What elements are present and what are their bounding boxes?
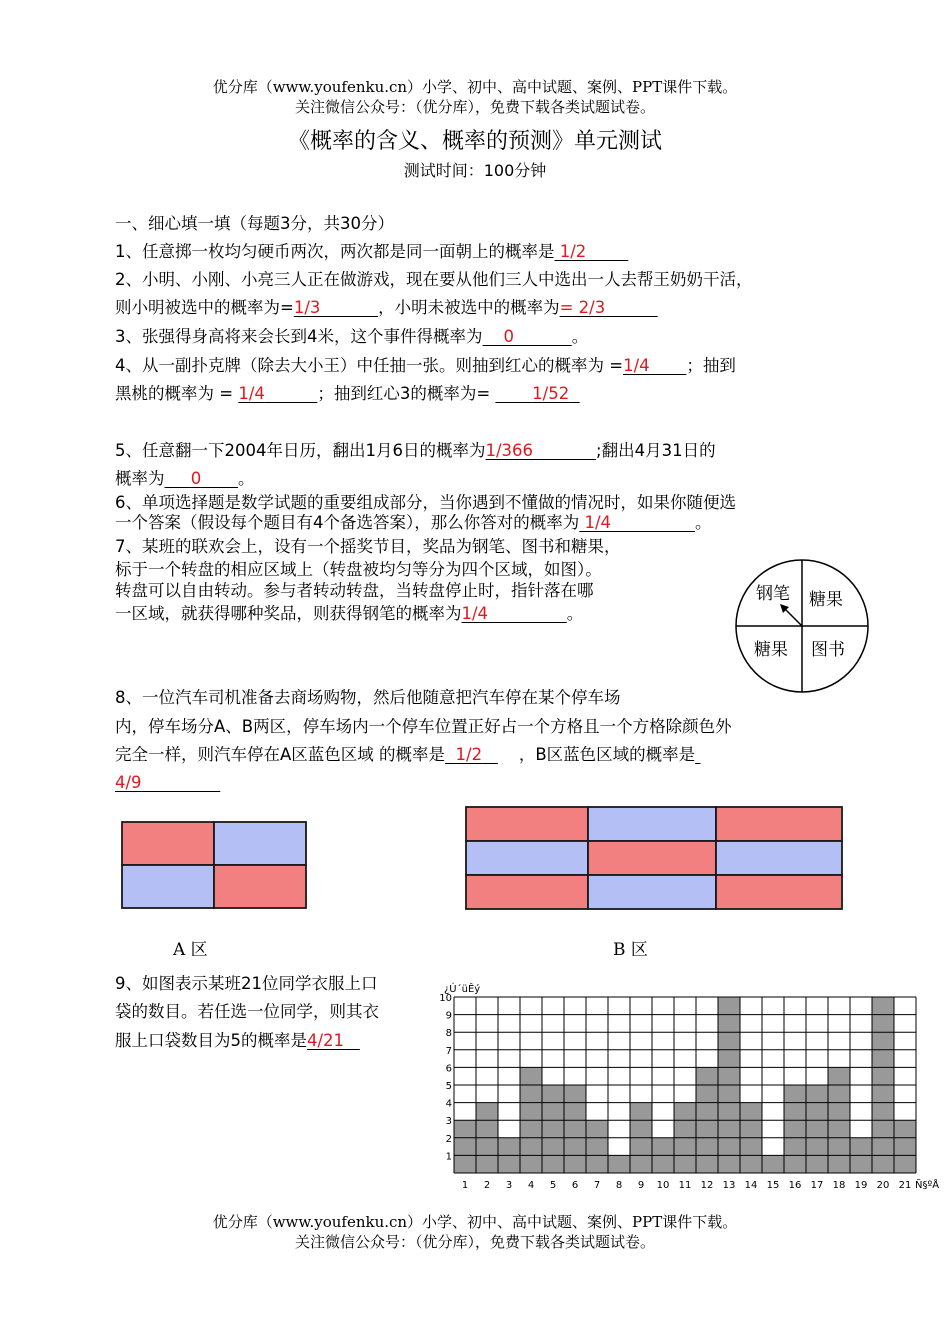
prize-spinner	[732, 556, 872, 696]
q5-text-a: 5、任意翻一下2004年日历，翻出1月6日的概率为	[115, 441, 486, 460]
q8-text-b: ，B区蓝色区域的概率是	[518, 745, 696, 764]
q4-text-b: 黑桃的概率为 =	[115, 384, 239, 403]
q4-answer-b: 1/4	[238, 384, 265, 403]
q2-text-a: 则小明被选中的概率为=	[115, 298, 294, 317]
x-tick-label: 13	[722, 1180, 736, 1191]
question-7-line-4	[115, 603, 583, 625]
x-tick-label: 18	[832, 1180, 846, 1191]
bar-student-1	[454, 1120, 476, 1173]
zone-b-cell-0-2-red	[716, 807, 842, 841]
q4-answer-a: 1/4	[623, 356, 650, 375]
x-tick-label: 8	[615, 1180, 623, 1191]
header-line-1: 优分库（www.youfenku.cn）小学、初中、高中试题、案例、PPT课件下载。	[212, 78, 738, 96]
q7-text: 一区域，就获得哪种奖品，则获得钢笔的概率为	[115, 604, 462, 623]
zone-a-cell-0-0-red	[122, 822, 214, 865]
section-heading: 一、细心填一填（每题3分，共30分）	[115, 214, 394, 233]
bar-student-6	[564, 1085, 586, 1173]
x-tick-label: 9	[637, 1180, 645, 1191]
question-6-line-1: 6、单项选择题是数学试题的重要组成部分，当你遇到不懂做的情况时，如果你随便选	[115, 493, 736, 512]
bar-student-21	[894, 1120, 916, 1173]
footer-line-1: 优分库（www.youfenku.cn）小学、初中、高中试题、案例、PPT课件下载。	[212, 1213, 738, 1231]
zone-b-cell-1-1-red	[588, 841, 716, 875]
x-tick-label: 5	[549, 1180, 557, 1191]
q8-answer-b: 4/9	[115, 773, 142, 792]
q6-end: 。	[694, 513, 712, 532]
y-tick-label: 8	[445, 1028, 452, 1040]
x-tick-label: 4	[527, 1180, 535, 1191]
bar-student-15	[762, 1155, 784, 1173]
zone-a-cell-1-0-blue	[122, 865, 214, 908]
q3-end: 。	[571, 327, 589, 346]
q1-answer: 1/2	[559, 242, 587, 261]
q8-text-a: 完全一样，则汽车停在A区蓝色区域 的概率是	[115, 745, 446, 764]
page-title: 《概率的含义、概率的预测》单元测试	[287, 129, 662, 154]
question-4-line-2	[115, 383, 580, 405]
x-tick-label: 10	[656, 1180, 670, 1191]
q7-answer: 1/4	[461, 604, 489, 623]
q2-answer-a: 1/3	[293, 298, 321, 317]
question-6-line-2	[115, 512, 711, 534]
y-tick-label: 2	[445, 1133, 452, 1145]
x-tick-label: 14	[744, 1180, 758, 1191]
q5-answer-b: 0	[190, 469, 202, 488]
q6-text: 一个答案（假设每个题目有4个备选答案），那么你答对的概率为	[115, 513, 580, 532]
q2-answer-b: = 2/3	[559, 298, 606, 317]
question-1	[115, 241, 628, 263]
zone-a-cell-0-1-blue	[214, 822, 306, 865]
chart-x-axis-label: Ñ§ºÅ	[915, 1180, 940, 1191]
q4-text-c: ；抽到红心3的概率为=	[317, 384, 496, 403]
page-subtitle: 测试时间：100分钟	[403, 161, 547, 180]
zone-b-label: B 区	[613, 940, 648, 960]
zone-a-label: A 区	[173, 940, 208, 960]
y-tick-label: 6	[445, 1063, 452, 1075]
spinner-label-candy-2: 糖果	[754, 640, 788, 660]
q4-answer-c: 1/52	[532, 384, 570, 403]
question-8-line-4	[115, 772, 220, 794]
question-8-line-3	[115, 744, 700, 766]
question-9-line-3	[115, 1030, 360, 1052]
question-9-line-1: 9、如图表示某班21位同学衣服上口	[115, 974, 378, 993]
pocket-count-chart	[438, 980, 940, 1198]
bar-student-7	[586, 1120, 608, 1173]
zone-b-cell-1-0-blue	[466, 841, 588, 875]
q9-answer: 4/21	[307, 1031, 345, 1050]
x-tick-label: 17	[810, 1180, 824, 1191]
bar-student-17	[806, 1085, 828, 1173]
question-7-line-3: 转盘可以自由转动。参与者转动转盘，当转盘停止时，指针落在哪	[115, 581, 594, 600]
q5-answer-a: 1/366	[485, 441, 534, 460]
x-tick-label: 21	[898, 1180, 912, 1191]
spinner-label-candy-1: 糖果	[809, 590, 843, 610]
q5-text-b: 概率为	[115, 469, 165, 488]
y-tick-label: 5	[445, 1081, 452, 1092]
zone-b-cell-0-0-red	[466, 807, 588, 841]
spinner-label-book: 图书	[811, 640, 845, 660]
y-tick-label: 4	[445, 1098, 452, 1110]
zone-b-cell-0-1-blue	[588, 807, 716, 841]
question-2-line-2	[115, 297, 658, 319]
x-tick-label: 2	[483, 1180, 491, 1191]
x-tick-label: 16	[788, 1180, 802, 1191]
question-8-line-2: 内，停车场分A、B两区，停车场内一个停车位置正好占一个方格且一个方格除颜色外	[115, 717, 732, 736]
question-5-line-2	[115, 468, 254, 490]
footer-line-2: 关注微信公众号：（优分库），免费下载各类试题试卷。	[294, 1233, 655, 1251]
spinner-label-pen: 钢笔	[756, 584, 790, 604]
q6-answer: 1/4	[584, 513, 612, 532]
zone-b-cell-1-2-blue	[716, 841, 842, 875]
q9-text: 服上口袋数目为5的概率是	[115, 1031, 307, 1050]
question-3	[115, 326, 588, 348]
q2-text-b: ，小明未被选中的概率为	[378, 298, 560, 317]
question-9-line-2: 袋的数目。若任选一位同学，则其衣	[115, 1002, 379, 1021]
zone-a-cell-1-1-red	[214, 865, 306, 908]
x-tick-label: 19	[854, 1180, 868, 1191]
chart-y-axis-label: ¿Ú´üÊý	[444, 984, 481, 995]
x-tick-label: 15	[766, 1180, 780, 1191]
question-5-line-1	[115, 440, 716, 462]
q5-text-a2: ;翻出4月31日的	[596, 441, 716, 460]
question-8-line-1: 8、一位汽车司机准备去商场购物，然后他随意把汽车停在某个停车场	[115, 688, 621, 707]
y-tick-label: 9	[445, 1010, 452, 1022]
parking-zone-b	[465, 806, 845, 910]
q3-answer: 0	[503, 327, 514, 346]
question-4-line-1	[115, 355, 736, 377]
zone-b-cell-2-1-blue	[588, 875, 716, 909]
y-tick-label: 3	[445, 1116, 452, 1128]
q4-text-a: 4、从一副扑克牌（除去大小王）中任抽一张。则抽到红心的概率为 =	[115, 356, 624, 375]
parking-zone-a	[121, 821, 307, 911]
q7-end: 。	[566, 604, 584, 623]
x-tick-label: 1	[461, 1180, 469, 1191]
y-tick-label: 1	[445, 1151, 452, 1163]
bar-student-5	[542, 1085, 564, 1173]
question-2-line-1: 2、小明、小刚、小亮三人正在做游戏，现在要从他们三人中选出一人去帮王奶奶干活，	[115, 270, 753, 289]
bar-student-8	[608, 1155, 630, 1173]
q8-answer-a: 1/2	[455, 745, 483, 764]
zone-b-cell-2-2-red	[716, 875, 842, 909]
header-line-2: 关注微信公众号：（优分库），免费下载各类试题试卷。	[294, 98, 655, 116]
zone-b-cell-2-0-red	[466, 875, 588, 909]
q3-text: 3、张强得身高将来会长到4米，这个事件得概率为	[115, 327, 483, 346]
q4-text-a2: ；抽到	[686, 356, 736, 375]
question-7-line-2: 标于一个转盘的相应区域上（转盘被均匀等分为四个区域，如图）。	[115, 560, 602, 579]
x-tick-label: 6	[571, 1180, 579, 1191]
x-tick-label: 20	[876, 1180, 890, 1191]
y-tick-label: 7	[445, 1045, 452, 1057]
question-7-line-1: 7、某班的联欢会上，设有一个摇奖节目，奖品为钢笔、图书和糖果，	[115, 537, 621, 556]
x-tick-label: 7	[593, 1180, 601, 1191]
x-tick-label: 3	[505, 1180, 513, 1191]
x-tick-label: 11	[678, 1180, 692, 1191]
q5-end: 。	[237, 469, 255, 488]
q1-text: 1、任意掷一枚均匀硬币两次，两次都是同一面朝上的概率是	[115, 242, 555, 261]
x-tick-label: 12	[700, 1180, 714, 1191]
y-tick-label: 10	[439, 993, 452, 1004]
bar-student-16	[784, 1085, 806, 1173]
